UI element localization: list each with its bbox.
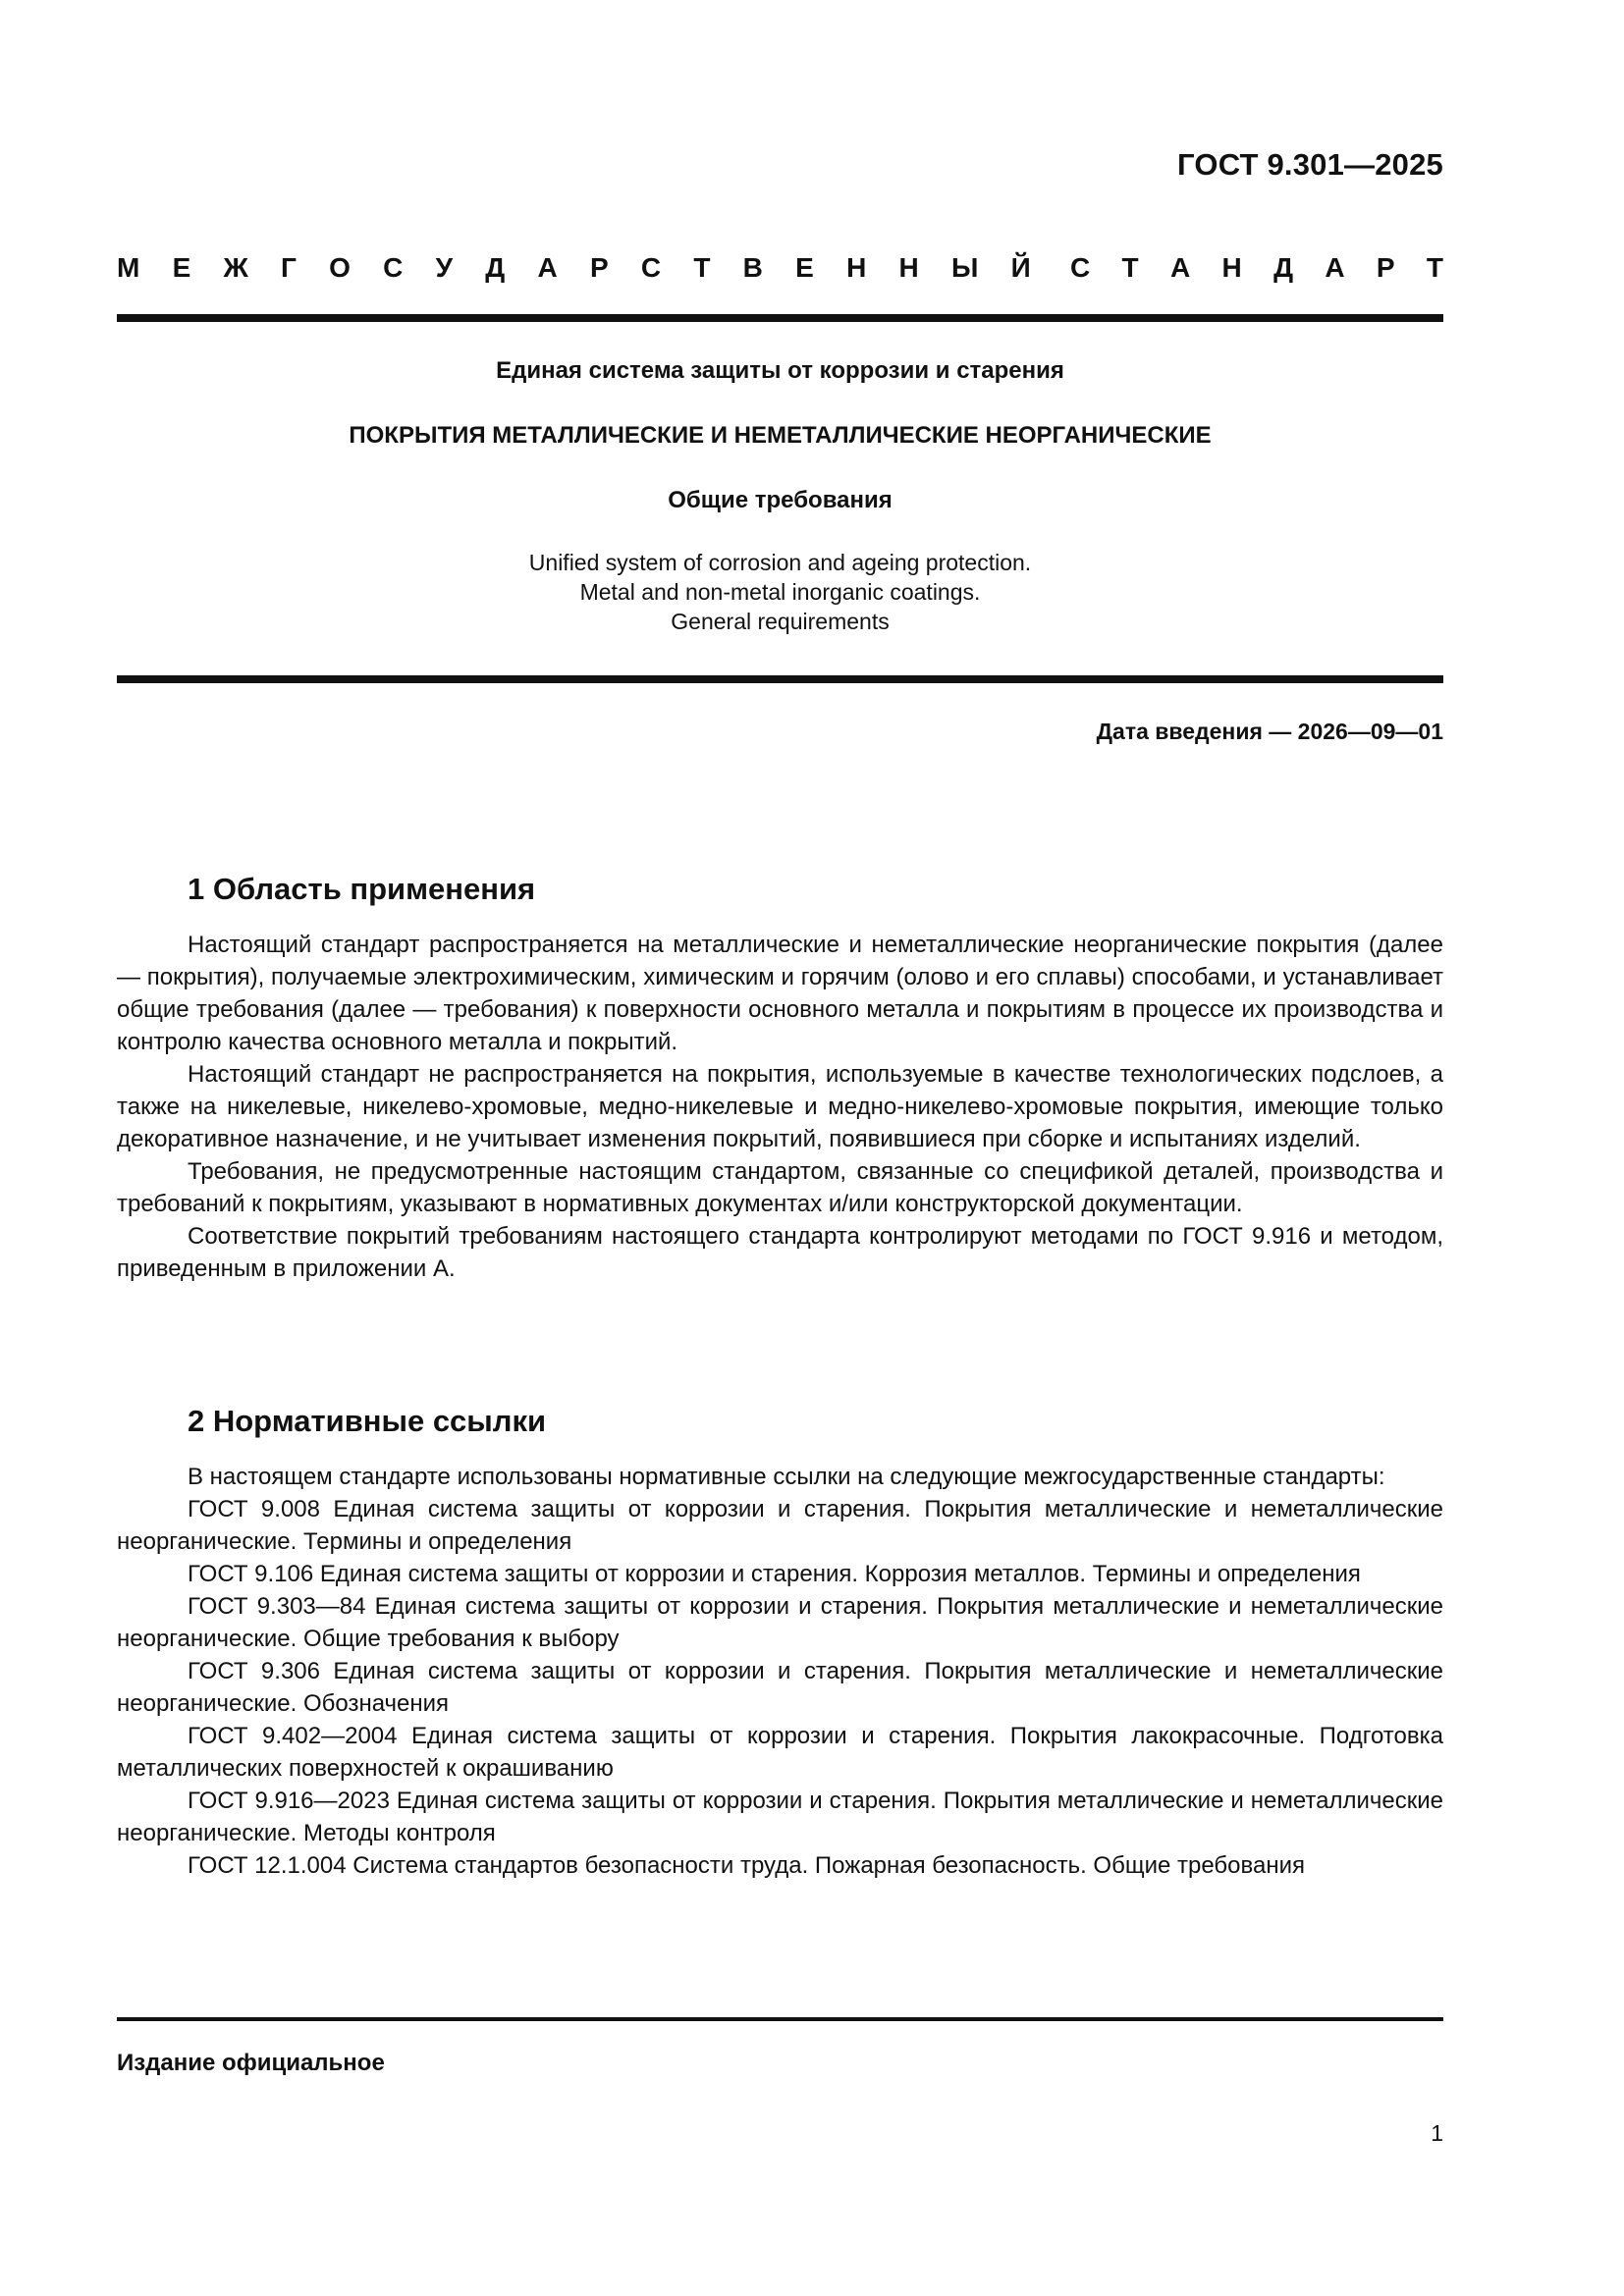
heading-letter: Т [693,252,711,283]
reference-item: ГОСТ 9.303—84 Единая система защиты от коррозии и старения. Покрытия металлические и неметаллические неорганические. Общие требования к выбору [117,1593,1443,1652]
heading-letter: У [435,252,454,283]
heading-letter: Н [846,252,867,283]
paragraph: В настоящем стандарте использованы нормативные ссылки на следующие межгосударственные стандарты: [188,1464,1385,1490]
introduction-date: Дата введения — 2026—09—01 [1096,719,1443,744]
heading-letter: Д [485,252,506,283]
heading-letter: Ж [223,252,248,283]
heading-letter: Е [795,252,814,283]
reference-item: ГОСТ 9.106 Единая система защиты от коррозии и старения. Коррозия металлов. Термины и определения [188,1561,1361,1587]
reference-item: ГОСТ 9.306 Единая система защиты от коррозии и старения. Покрытия металлические и неметаллические неорганические. Обозначения [117,1658,1443,1717]
heading-letter: С [383,252,404,283]
heading-letter: А [537,252,558,283]
heading-letter: Т [1121,252,1139,283]
heading-letter: В [742,252,763,283]
standard-type-word2 [1070,252,1443,284]
heading-letter: Т [1426,252,1443,283]
heading-letter: Ы [951,252,979,283]
standard-type-heading [117,252,1443,284]
english-title-line-1: Unified system of corrosion and ageing protection. [528,550,1032,575]
document-subtitle: Общие требования [668,487,893,513]
section-normative-references [117,1402,1443,1882]
page-number: 1 [1431,2120,1443,2146]
heading-letter: О [329,252,351,283]
standard-type-word1 [117,252,1031,284]
english-title [117,548,1443,636]
heading-letter: Д [1273,252,1294,283]
heading-letter: Р [1376,252,1395,283]
series-title: Единая система защиты от коррозии и старения [496,357,1064,384]
paragraph: Соответствие покрытий требованиям настоящего стандарта контролируют методами по ГОСТ 9.916 и методом, приведенным в приложении А. [117,1223,1443,1282]
reference-item: ГОСТ 9.008 Единая система защиты от коррозии и старения. Покрытия металлические и неметаллические неорганические. Термины и определения [117,1496,1443,1555]
paragraph: Настоящий стандарт распространяется на металлические и неметаллические неорганические покрытия (далее — покрытия), получаемые электрохимическим, химическим и горячим (олово и его сплавы) способами, и устанавливает общие требования (далее — требования) к поверхности основного металла и покрытиям в процессе их производства и контролю качества основного металла и покрытий. [117,932,1443,1055]
section-heading: 1 Область применения [188,872,536,906]
heading-letter: Г [281,252,297,283]
paragraph: Требования, не предусмотренные настоящим стандартом, связанные со спецификой деталей, производства и требований к покрытиям, указывают в нормативных документах и/или конструкторской документации. [117,1158,1443,1217]
paragraph: Настоящий стандарт не распространяется на покрытия, используемые в качестве технологических подслоев, а также на никелевые, никелево-хромовые, медно-никелевые и медно-никелево-хромовые покрытия, имеющие только декоративное назначение, и не учитывает изменения покрытий, появившиеся при сборке и испытаниях изделий. [117,1061,1443,1152]
title-bottom-rule [117,675,1443,683]
reference-item: ГОСТ 9.402—2004 Единая система защиты от коррозии и старения. Покрытия лакокрасочные. Подготовка металлических поверхностей к окрашиванию [117,1723,1443,1782]
heading-letter: М [117,252,140,283]
heading-letter: С [1070,252,1091,283]
reference-item: ГОСТ 12.1.004 Система стандартов безопасности труда. Пожарная безопасность. Общие требования [188,1852,1306,1879]
english-title-line-2: Metal and non-metal inorganic coatings. [579,579,981,605]
heading-letter: Р [589,252,609,283]
heading-letter: Е [172,252,191,283]
heading-letter: А [1325,252,1345,283]
heading-letter: С [640,252,662,283]
document-title: ПОКРЫТИЯ МЕТАЛЛИЧЕСКИЕ И НЕМЕТАЛЛИЧЕСКИЕ НЕОРГАНИЧЕСКИЕ [349,422,1212,449]
section-scope [117,870,1443,1285]
heading-letter: А [1169,252,1191,283]
top-rule [117,314,1443,322]
reference-item: ГОСТ 9.916—2023 Единая система защиты от коррозии и старения. Покрытия металлические и неметаллические неорганические. Методы контроля [117,1788,1443,1846]
footer-rule [117,2017,1443,2021]
heading-letter: Й [1010,252,1031,283]
official-edition-label: Издание официальное [117,2050,385,2076]
english-title-line-3: General requirements [671,609,890,634]
heading-letter: Н [898,252,919,283]
document-number: ГОСТ 9.301—2025 [1177,147,1443,182]
heading-letter: Н [1221,252,1242,283]
section-heading: 2 Нормативные ссылки [188,1404,547,1438]
